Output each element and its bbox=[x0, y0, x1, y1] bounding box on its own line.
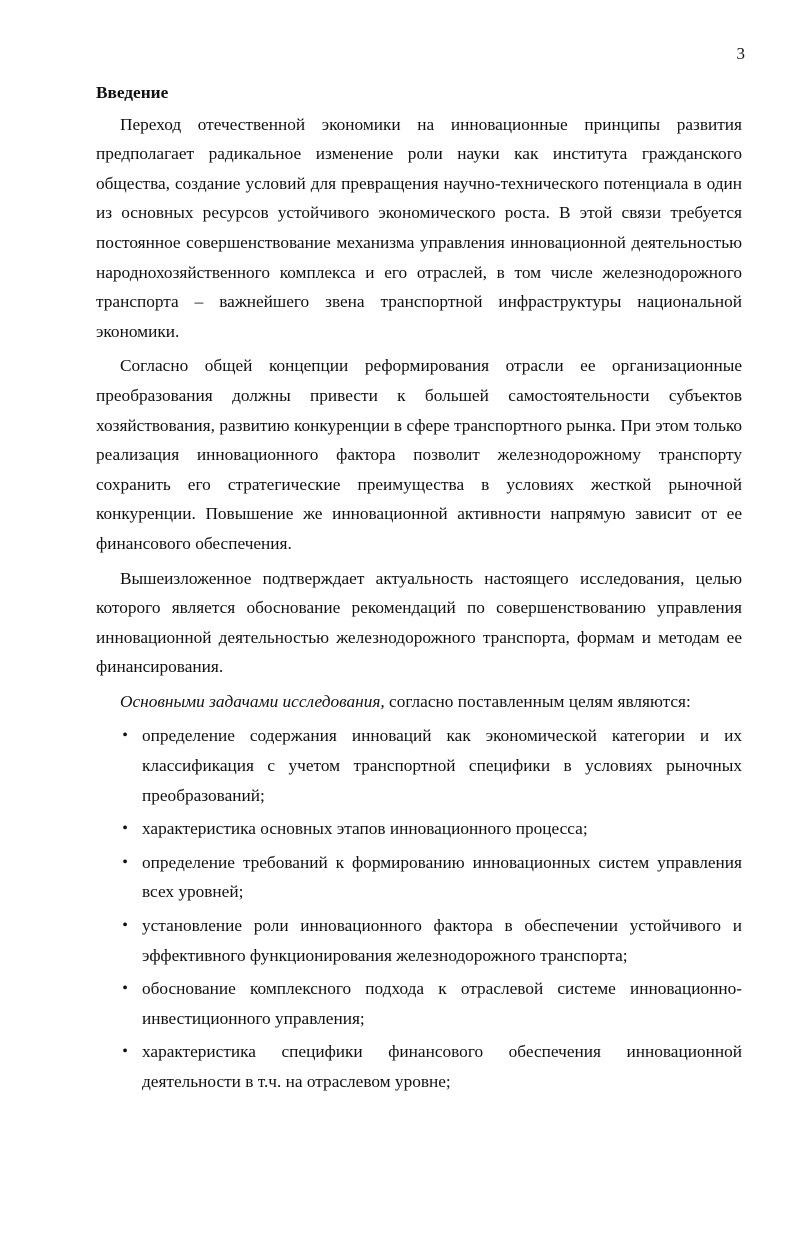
list-item-text: обоснование комплексного подхода к отраслевой системе инновационно-инвестиционного управления; bbox=[142, 979, 742, 1028]
tasks-intro-rest: согласно поставленным целям являются: bbox=[384, 691, 691, 711]
bullet-icon: • bbox=[122, 727, 128, 745]
list-item bbox=[118, 721, 742, 810]
bullet-icon: • bbox=[122, 980, 128, 998]
bullet-icon: • bbox=[122, 1043, 128, 1061]
section-heading: Введение bbox=[96, 83, 169, 102]
list-item bbox=[118, 814, 742, 844]
paragraph: Согласно общей концепции реформирования отрасли ее организационные преобразования должны привести к большей самостоятельности субъектов хозяйствования, развитию конкуренции в сфере транспортного рынка. При этом только реализация инновационного фактора позволит железнодорожному транспорту сохранить его стратегические преимущества в условиях жесткой рыночной конкуренции. Повышение же инновационной активности напрямую зависит от ее финансового обеспечения. bbox=[96, 356, 742, 553]
tasks-intro-italic: Основными задачами исследования, bbox=[120, 691, 385, 711]
list-item bbox=[118, 911, 742, 970]
page-number: 3 bbox=[736, 44, 745, 63]
list-item bbox=[118, 974, 742, 1033]
list-item-text: определение требований к формированию инновационных систем управления всех уровней; bbox=[142, 852, 742, 902]
list-item-text: характеристика специфики финансового обеспечения инновационной деятельности в т.ч. на отраслевом уровне; bbox=[142, 1042, 742, 1091]
list-item-text: характеристика основных этапов инновационного процесса; bbox=[142, 819, 588, 839]
list-item-text: установление роли инновационного фактора в обеспечении устойчивого и эффективного функционирования железнодорожного транспорта; bbox=[142, 916, 742, 965]
bullet-icon: • bbox=[122, 853, 128, 871]
list-item-text: определение содержания инноваций как экономической категории и их классификация с учетом транспортной специфики в условиях рыночных преобразований; bbox=[142, 726, 742, 805]
bullet-icon: • bbox=[122, 820, 128, 838]
tasks-list bbox=[96, 721, 742, 1096]
page-content bbox=[96, 78, 742, 1101]
bullet-icon: • bbox=[122, 917, 128, 935]
list-item bbox=[118, 1037, 742, 1096]
tasks-intro bbox=[96, 687, 742, 717]
paragraph: Переход отечественной экономики на инновационные принципы развития предполагает радикальное изменение роли науки как института гражданского общества, создание условий для превращения научно-технического потенциала в один из основных ресурсов устойчивого экономического роста. В этой связи требуется постоянное совершенствование механизма управления инновационной деятельностью народнохозяйственного комплекса и его отраслей, в том числе железнодорожного транспорта – важнейшего звена транспортной инфраструктуры национальной экономики. bbox=[96, 114, 742, 341]
list-item bbox=[118, 848, 742, 907]
paragraph: Вышеизложенное подтверждает актуальность настоящего исследования, целью которого является обоснование рекомендаций по совершенствованию управления инновационной деятельностью железнодорожного транспорта, формам и методам ее финансирования. bbox=[96, 568, 742, 677]
